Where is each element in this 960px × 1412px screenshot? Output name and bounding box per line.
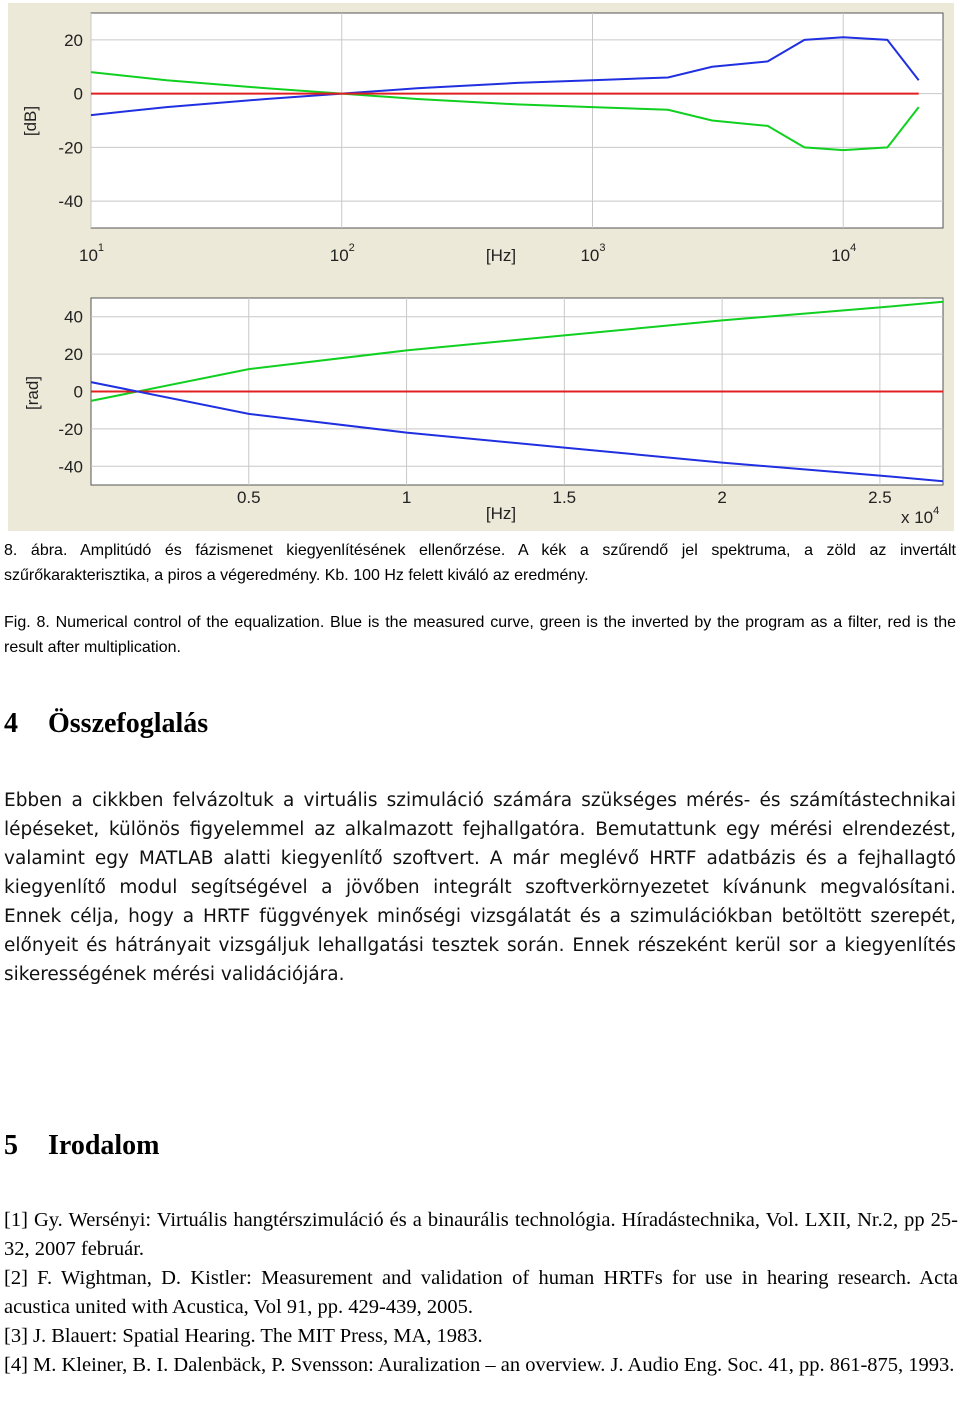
bottom-plot-x-multiplier: x $10^4$: [901, 505, 940, 527]
reference-list: [4, 1206, 958, 1380]
y-tick-label: 20: [64, 30, 83, 50]
reference-item: [4] M. Kleiner, B. I. Dalenbäck, P. Svensson: Auralization – an overview. J. Audio Eng. Soc. 41, pp. 861-875, 1993.: [4, 1354, 955, 1376]
top-plot-y-ticks: [58, 31, 83, 211]
top-plot-x-ticks: [79, 242, 856, 265]
y-tick-label: -20: [58, 138, 83, 158]
x-tick-label: 2.5: [868, 488, 892, 507]
y-tick-label: -20: [58, 419, 83, 439]
x-tick-label: 1.5: [552, 488, 577, 507]
section-5-heading: [4, 1130, 160, 1162]
top-plot-area: [91, 13, 943, 228]
x-tick-label: $10^3$: [580, 242, 606, 265]
x-tick-label: 0.5: [236, 488, 261, 507]
top-plot-xlabel: [Hz]: [485, 246, 517, 265]
section-4-number: 4: [4, 708, 18, 739]
bottom-plot-ylabel: [rad]: [23, 375, 42, 411]
y-tick-label: -40: [58, 457, 83, 477]
reference-item: [3] J. Blauert: Spatial Hearing. The MIT Press, MA, 1983.: [4, 1325, 483, 1347]
x-tick-label: $10^2$: [329, 242, 355, 265]
section-5-title: Irodalom: [48, 1130, 160, 1161]
bottom-plot-x-ticks: [237, 488, 892, 507]
y-tick-label: 20: [64, 345, 83, 365]
section-4-heading: [4, 708, 208, 740]
figure-8: [8, 3, 954, 531]
reference-item: [1] Gy. Wersényi: Virtuális hangtérszimuláció és a binaurális technológia. Híradástechnika, Vol. LXII, Nr.2, pp 25-32, 2007 február.: [4, 1209, 958, 1260]
y-tick-label: -40: [58, 192, 83, 212]
x-tick-label: $10^4$: [831, 242, 857, 265]
x-tick-label: 2: [717, 488, 727, 507]
figure-svg: [8, 3, 954, 531]
y-tick-label: 0: [73, 84, 83, 104]
y-tick-label: 0: [73, 382, 83, 402]
section-5-number: 5: [4, 1130, 18, 1161]
bottom-plot-y-ticks: [58, 308, 83, 477]
figure-caption-hungarian: 8. ábra. Amplitúdó és fázismenet kiegyenlítésének ellenőrzése. A kék a szűrendő jel spektruma, a zöld az invertált szűrőkarakterisztika, a piros a végeredmény. Kb. 100 Hz felett kiváló az eredmény.: [4, 542, 956, 584]
x-tick-label: $10^1$: [79, 242, 105, 265]
x-tick-label: 1: [401, 488, 412, 507]
figure-caption-english: Fig. 8. Numerical control of the equalization. Blue is the measured curve, green is the inverted by the program as a filter, red is the result after multiplication.: [4, 614, 956, 656]
reference-item: [2] F. Wightman, D. Kistler: Measurement and validation of human HRTFs for use in hearing research. Acta acustica united with Acustica, Vol 91, pp. 429-439, 2005.: [4, 1267, 958, 1318]
section-4-body: Ebben a cikkben felvázoltuk a virtuális szimuláció számára szükséges mérés- és számítástechnikai lépéseket, különös figyelemmel az alkalmazott fejhallgatóra. Bemutattunk egy mérési elrendezést, valamint egy MATLAB alatti kiegyenlítő szoftvert. A már meglévő HRTF adatbázis és a fejhallagtó kiegyenlítő modul segítségével a jövőben integrált szoftverkörnyezetet kívánunk megvalósítani. Ennek célja, hogy a HRTF függvények minőségi vizsgálatát és a szimulációkban betöltött szerepét, előnyeit és hátrányait vizsgáljuk lehallgatási tesztek során. Ennek részeként kerül sor a kiegyenlítés sikerességének mérési validációjára.: [4, 790, 956, 985]
bottom-plot-xlabel: [Hz]: [485, 504, 517, 523]
y-tick-label: 40: [64, 307, 83, 327]
section-4-title: Összefoglalás: [48, 708, 209, 739]
top-plot-ylabel: [dB]: [21, 105, 40, 137]
